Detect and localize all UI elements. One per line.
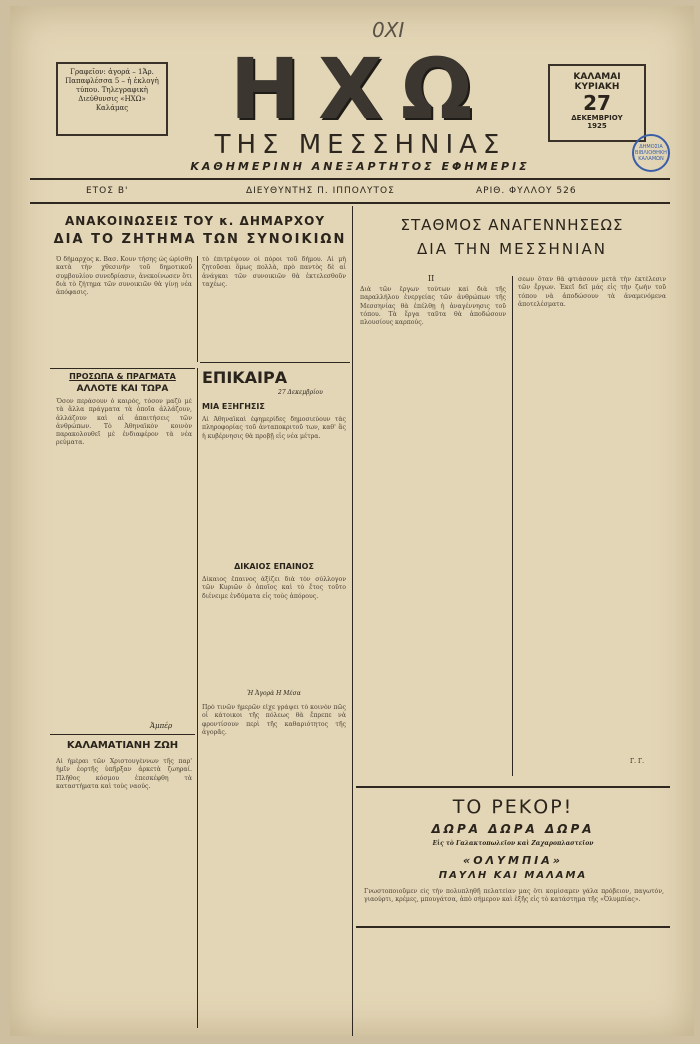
- persons-title: ΑΛΛΟΤΕ ΚΑΙ ΤΩΡΑ: [76, 384, 169, 394]
- stathmos-roman: ΙΙ: [428, 274, 435, 283]
- dikaios-title: ΔΙΚΑΙΟΣ ΕΠΑΙΝΟΣ: [234, 562, 314, 571]
- stathmos-divider: [512, 276, 513, 776]
- masthead-rule-top: [30, 178, 670, 180]
- epikaira-date: 27 Δεκεμβρίου: [278, 389, 323, 396]
- date-year: 1925: [587, 122, 607, 130]
- stathmos-title-1: ΣΤΑΘΜΟΣ ΑΝΑΓΕΝΝΗΣΕΩΣ: [400, 216, 624, 234]
- masthead-tagline: ΚΑΘΗΜΕΡΙΝΗ ΑΝΕΞΑΡΤΗΤΟΣ ΕΦΗΜΕΡΙΣ: [190, 160, 530, 173]
- masthead-subtitle: ΤΗΣ ΜΕΣΣΗΝΙΑΣ: [214, 130, 506, 160]
- kalamata-title: ΚΑΛΑΜΑΤΙΑΝΗ ΖΩΗ: [66, 740, 179, 751]
- date-month: ΔΕΚΕΜΒΡΙΟΥ: [571, 114, 623, 122]
- mia-title: ΜΙΑ ΕΞΗΓΗΣΙΣ: [202, 402, 265, 411]
- date-number: 27: [583, 91, 611, 115]
- rekor-note: Εἰς τὸ Γαλακτοπωλεῖον καὶ Ζαχαροπλαστεῖον: [432, 840, 594, 847]
- column-divider-left: [197, 368, 198, 1028]
- stathmos-body-right: σεων ὅταν θὰ φτιάσουν μετὰ τὴν ἐκτέλεσιν τῶν ἔργων. Ἐκεῖ δεῖ μάς εἰς τὴν ζωὴν τοῦ τόπου νὰ ἀποδώσουν τὰ ἀναμενόμενα ἀποτελέσματα.: [518, 276, 666, 308]
- rekor-subtitle: ΔΩΡΑ ΔΩΡΑ ΔΩΡΑ: [431, 822, 595, 836]
- mayor-body-right: τὸ ἐπιτρέψουν οἱ πόροι τοῦ δήμου. Αἱ μὴ ζητοῦσαι ὅμως πολλὰ, πρὸ παντὸς δὲ αἱ ἀνάγκαι τῶν συνοικιῶν θὰ ἐκτελεσθοῦν ταχέως.: [202, 256, 346, 288]
- epikaira-rule: [200, 362, 350, 363]
- kalamata-rule: [50, 734, 195, 735]
- address-box: Γραφεῖον: ἀγορά – 1Ἀρ. Παπαφλέσσα 5 – ἡ ἐκλογὴ τύπου. Τηλεγραφικὴ Διεύθυνσις «ΗΧΩ» Καλάμας: [56, 62, 168, 136]
- handwritten-note: 0XI: [372, 18, 405, 42]
- library-stamp: ΔΗΜΟΣΙΑ ΒΙΒΛΙΟΘΗΚΗ ΚΑΛΑΜΩΝ: [632, 134, 670, 172]
- stathmos-title-2: ΔΙΑ ΤΗΝ ΜΕΣΣΗΝΙΑΝ: [417, 240, 607, 258]
- persons-header: ΠΡΟΣΩΠΑ & ΠΡΑΓΜΑΤΑ: [69, 372, 176, 381]
- masthead-rule-bottom: [30, 202, 670, 204]
- director-label: ΔΙΕΥΘΥΝΤΗΣ Π. ΙΠΠΟΛΥΤΟΣ: [246, 186, 395, 196]
- column-divider-main: [352, 206, 353, 1036]
- date-day: ΚΥΡΙΑΚΗ: [574, 82, 620, 92]
- persons-rule: [50, 368, 195, 369]
- masthead-title: ΗΧΩ: [229, 40, 491, 138]
- ad-rule-bottom: [356, 926, 670, 928]
- issue-number: ΑΡΙΘ. ΦΥΛΛΟΥ 526: [476, 186, 577, 196]
- rekor-product: ΠΑΥΛΗ ΚΑΙ ΜΑΛΑΜΑ: [438, 870, 588, 881]
- date-box: [548, 64, 646, 142]
- kalamata-body: Αἱ ἡμέραι τῶν Χριστουγέννων τῆς παρ' ἡμῖν ἑορτῆς ὑπῆρξαν ἀρκετὰ ζωηραί. Πλῆθος κόσμου ἐπεσκέφθη τὰ καταστήματα καὶ τοὺς ναούς.: [56, 758, 192, 790]
- dikaios-body: Δίκαιος ἔπαινος ἀξίζει διὰ τὸν σύλλογον τῶν Κυριῶν ὁ ὁποῖος καὶ τὸ ἔτος τοῦτο διένειμε ἐνδύματα εἰς τοὺς ἀπόρους.: [202, 576, 346, 600]
- rekor-title: ΤΟ ΡΕΚΟΡ!: [452, 796, 574, 818]
- date-city: ΚΑΛΑΜΑΙ: [573, 72, 621, 82]
- agora-body: Πρὸ τινῶν ἡμερῶν εἶχε γράψει τὸ κοινὸν πῶς οἱ κάτοικοι τῆς πόλεως θὰ ἔπρεπε νὰ φροντίσουν περὶ τῆς καθαριότητος τῆς ἀγορᾶς.: [202, 704, 346, 736]
- persons-signature: Ἀμπέρ: [150, 722, 173, 730]
- rekor-name: «ΟΛΥΜΠΙΑ»: [463, 854, 563, 867]
- mayor-title-1: ΑΝΑΚΟΙΝΩΣΕΙΣ ΤΟΥ κ. ΔΗΜΑΡΧΟΥ: [64, 214, 326, 228]
- mayor-body-left: Ὁ δήμαρχος κ. Βασ. Κουν τήσης ὡς ὡρίσθη κατὰ τὴν χθεσινὴν τοῦ δημοτικοῦ συμβουλίου συνεδρίασιν, ἀνεκοίνωσεν ὅτι διὰ τὸ ζήτημα τῶν συνοικιῶν θὰ γίνῃ νέα ἀπόφασις.: [56, 256, 192, 297]
- year-label: ΕΤΟΣ Β': [86, 186, 129, 196]
- ad-rule-top: [356, 786, 670, 788]
- epikaira-title: ΕΠΙΚΑΙΡΑ: [202, 368, 288, 387]
- mayor-title-2: ΔΙΑ ΤΟ ΖΗΤΗΜΑ ΤΩΝ ΣΥΝΟΙΚΙΩΝ: [53, 232, 347, 247]
- rekor-body: Γνωστοποιοῦμεν εἰς τὴν πολυπληθῆ πελατείαν μας ὅτι κομίσαμεν γάλα πρόβειον, παγωτόν, γιαούρτι, κρέμες, μπουγάτσα, ἀπὸ σήμερον καὶ ἑξῆς εἰς τὸ κατάστημα τῆς «Ὀλυμπίας».: [364, 888, 664, 904]
- persons-body: Ὅσον περάσουν ὁ καιρός, τόσον μαζὺ μὲ τὰ ἄλλα πράγματα τὰ ὁποῖα ἀλλάζουν, ἀλλάζουν καὶ αἱ ἀπαιτήσεις τῶν ἀνθρώπων. Τὸ Ἀθηναϊκὸν κοινὸν παρακολουθεῖ μὲ ἐνδιαφέρον τὰ νέα ρεύματα.: [56, 398, 192, 447]
- stathmos-signature: Γ. Γ.: [630, 758, 645, 765]
- mayor-divider: [197, 256, 198, 362]
- agora-title: Ἡ Ἀγορὰ Η Μέσα: [247, 690, 301, 697]
- newspaper-page: [10, 6, 694, 1036]
- mia-body: Αἱ Ἀθηναϊκαὶ ἐφημερίδες δημοσιεύουν τὰς πληροφορίας τοῦ ἀνταποκριτοῦ των, καθ' ἃς ἡ κυβέρνησις θὰ προβῇ εἰς νέα μέτρα.: [202, 416, 346, 440]
- stathmos-body-left: Διὰ τῶν ἔργων τούτων καὶ διὰ τῆς παραλλήλου ἐνεργείας τῶν ἀνθρώπων τῆς Μεσσηνίας θὰ ἐπέλθῃ ἡ ἀναγέννησις τοῦ τόπου. Τὰ ἔργα ταῦτα θὰ ἀποδώσουν πλουσίους καρπούς.: [360, 286, 506, 327]
